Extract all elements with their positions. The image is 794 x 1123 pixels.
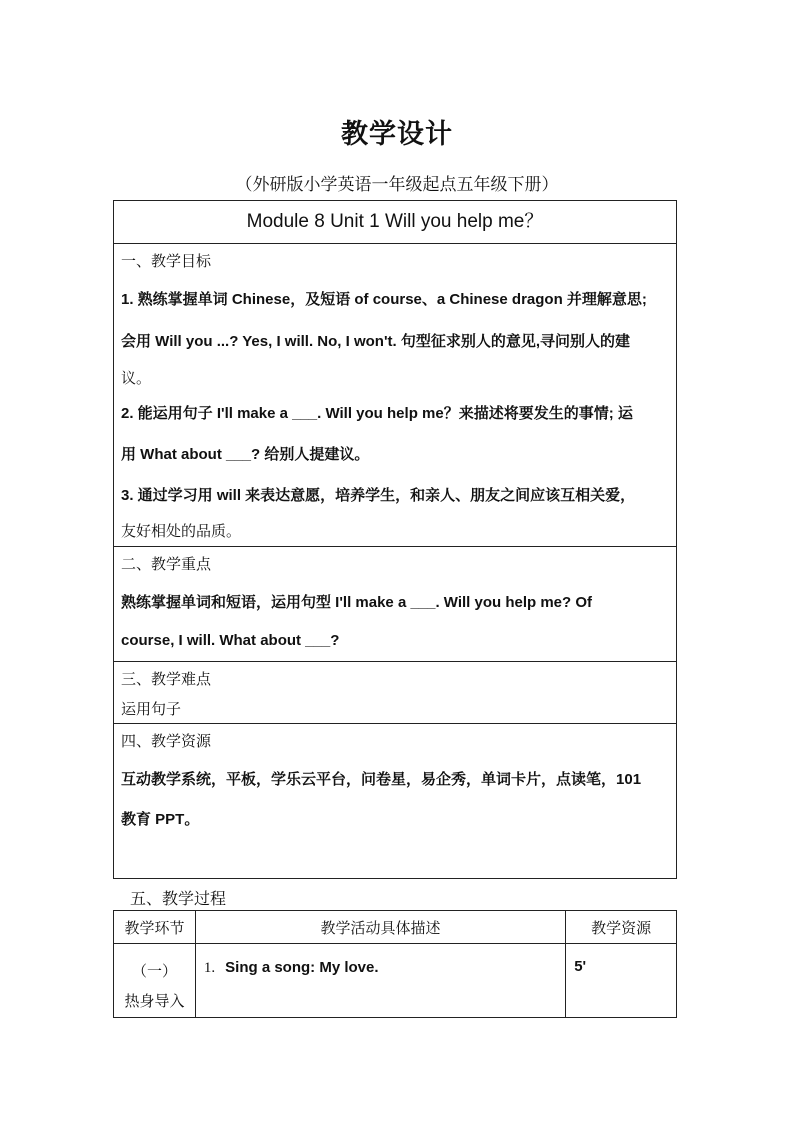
objectives-section <box>114 243 676 546</box>
activity-text: Sing a song: My love. <box>225 959 379 976</box>
objectives-heading: 一、教学目标 <box>121 252 212 270</box>
process-table <box>113 910 677 1018</box>
activity-index: 1. <box>203 960 216 976</box>
lesson-plan-box <box>113 200 677 879</box>
key-points-line: course, I will. What about ___? <box>121 632 340 649</box>
objectives-line: 1. 熟练掌握单词 Chinese，及短语 of course、a Chinese dragon 并理解意思; <box>121 291 647 308</box>
module-title: Module 8 Unit 1 Will you help me？ <box>246 211 544 232</box>
difficulties-heading: 三、教学难点 <box>121 670 212 688</box>
stage-name: 热身导入 <box>124 992 185 1010</box>
objectives-line: 议。 <box>121 369 152 387</box>
objectives-line: 2. 能运用句子 I'll make a ___. Will you help me？来描述将要发生的事情; 运 <box>121 405 633 422</box>
process-table-header <box>114 911 677 944</box>
column-header: 教学环节 <box>114 911 196 944</box>
page-subtitle: （外研版小学英语一年级起点五年级下册） <box>235 175 559 195</box>
column-header: 教学活动具体描述 <box>195 911 565 944</box>
resources-heading: 四、教学资源 <box>121 732 212 750</box>
resources-section <box>114 723 676 878</box>
objectives-line: 3. 通过学习用 will 来表达意愿，培养学生，和亲人、朋友之间应该互相关爱， <box>121 487 636 504</box>
difficulties-line: 运用句子 <box>121 700 182 718</box>
key-points-line: 熟练掌握单词和短语，运用句型 I'll make a ___. Will you help me? Of <box>121 594 593 611</box>
stage-cell <box>114 944 196 1018</box>
activity-cell <box>195 944 565 1018</box>
process-heading: 五、教学过程 <box>130 889 227 908</box>
resources-line: 互动教学系统，平板，学乐云平台，问卷星，易企秀，单词卡片，点读笔，101 <box>121 771 642 788</box>
resources-line: 教育 PPT。 <box>121 811 200 828</box>
objectives-line: 友好相处的品质。 <box>121 522 242 540</box>
stage-number: （一） <box>131 962 177 980</box>
column-header: 教学资源 <box>566 911 677 944</box>
resource-cell: 5' <box>566 944 677 1018</box>
objectives-line: 用 What about ___? 给别人提建议。 <box>121 446 370 463</box>
key-points-heading: 二、教学重点 <box>121 555 212 573</box>
objectives-line: 会用 Will you ...? Yes, I will. No, I won't. 句型征求别人的意见,寻问别人的建 <box>121 333 631 350</box>
difficulties-section <box>114 661 676 723</box>
page-title: 教学设计 <box>341 119 453 150</box>
key-points-section <box>114 546 676 661</box>
table-row <box>114 944 677 1018</box>
